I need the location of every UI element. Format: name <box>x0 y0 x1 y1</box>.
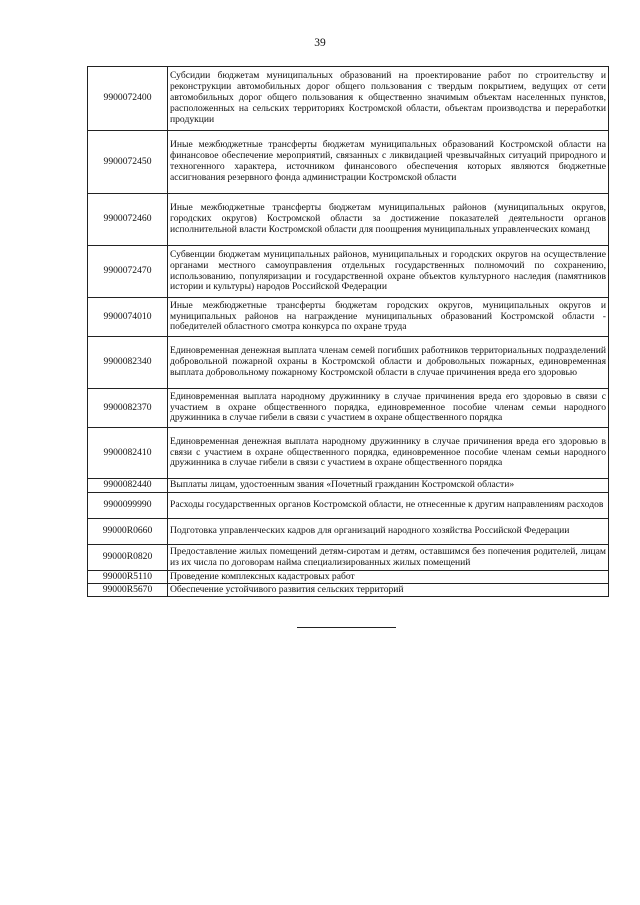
budget-code: 9900082440 <box>88 479 168 493</box>
expense-description: Проведение комплексных кадастровых работ <box>168 571 609 584</box>
table-row <box>88 479 609 493</box>
budget-code: 9900082340 <box>88 337 168 389</box>
budget-code-table <box>87 66 609 597</box>
table-row <box>88 131 609 194</box>
budget-code: 9900072450 <box>88 131 168 194</box>
expense-description: Иные межбюджетные трансферты бюджетам муниципальных образований Костромской области на финансовое обеспечение мероприятий, связанных с ликвидацией чрезвычайных ситуаций природного и техногенного характера, источником финансового обеспечения которых являются бюджетные ассигнования резервного фонда администрации Костромской области <box>168 131 609 194</box>
budget-code: 9900099990 <box>88 493 168 519</box>
budget-code: 9900072470 <box>88 246 168 298</box>
table-row <box>88 545 609 571</box>
budget-code: 9900082410 <box>88 428 168 479</box>
table-row <box>88 389 609 428</box>
budget-code: 99000R0820 <box>88 545 168 571</box>
expense-description: Предоставление жилых помещений детям-сиротам и детям, оставшимся без попечения родителей, лицам из их числа по договорам найма специализированных жилых помещений <box>168 545 609 571</box>
table-row <box>88 194 609 246</box>
expense-description: Единовременная денежная выплата народному дружиннику в случае причинения вреда его здоровью в связи с участием в охране общественного порядка, единовременное пособие членам семьи народного дружинника в случае гибели в связи с участием в охране общественного порядка <box>168 428 609 479</box>
expense-description: Подготовка управленческих кадров для организаций народного хозяйства Российской Федерации <box>168 519 609 545</box>
budget-code: 9900082370 <box>88 389 168 428</box>
table-row <box>88 337 609 389</box>
expense-description: Расходы государственных органов Костромской области, не отнесенные к другим направлениям расходов <box>168 493 609 519</box>
table-row <box>88 428 609 479</box>
closing-separator-line <box>297 627 396 628</box>
table-row <box>88 246 609 298</box>
page-number: 39 <box>314 37 326 49</box>
table-row <box>88 584 609 597</box>
expense-description: Единовременная денежная выплата членам семей погибших работников территориальных подразделений добровольной пожарной охраны в Костромской области и добровольных пожарных, единовременная выплата добровольному пожарному Костромской области в случае причинения вреда его здоровью <box>168 337 609 389</box>
table-row <box>88 493 609 519</box>
expense-description: Субвенции бюджетам муниципальных районов, муниципальных и городских округов на осуществление органами местного самоуправления отдельных государственных полномочий по сохранению, использованию, популяризации и государственной охране объектов культурного наследия (памятников истории и культуры) народов Российской Федерации <box>168 246 609 298</box>
budget-code: 9900072400 <box>88 67 168 131</box>
expense-description: Иные межбюджетные трансферты бюджетам муниципальных районов (муниципальных округов, городских округов) Костромской области за достижение показателей деятельности органов исполнительной власти Костромской области для поощрения муниципальных управленческих команд <box>168 194 609 246</box>
budget-code: 9900072460 <box>88 194 168 246</box>
expense-description: Иные межбюджетные трансферты бюджетам городских округов, муниципальных округов и муниципальных районов на награждение муниципальных образований Костромской области - победителей областного смотра конкурса по охране труда <box>168 298 609 337</box>
expense-description: Обеспечение устойчивого развития сельских территорий <box>168 584 609 597</box>
table-row <box>88 571 609 584</box>
table-row <box>88 67 609 131</box>
table-row <box>88 519 609 545</box>
budget-code: 99000R5670 <box>88 584 168 597</box>
table-row <box>88 298 609 337</box>
expense-description: Субсидии бюджетам муниципальных образований на проектирование работ по строительству и реконструкции автомобильных дорог общего пользования с твердым покрытием, ведущих от сети автомобильных дорог общего пользования к общественно значимым объектам населенных пунктов, расположенных на сельских территориях Костромской области, объектам производства и переработки продукции <box>168 67 609 131</box>
expense-description: Выплаты лицам, удостоенным звания «Почетный гражданин Костромской области» <box>168 479 609 493</box>
budget-code: 9900074010 <box>88 298 168 337</box>
budget-code: 99000R5110 <box>88 571 168 584</box>
expense-description: Единовременная выплата народному дружиннику в случае причинения вреда его здоровью в связи с участием в охране общественного порядка, единовременное пособие членам семьи народного дружинника в случае гибели в связи с участием в охране общественного порядка <box>168 389 609 428</box>
budget-code: 99000R0660 <box>88 519 168 545</box>
